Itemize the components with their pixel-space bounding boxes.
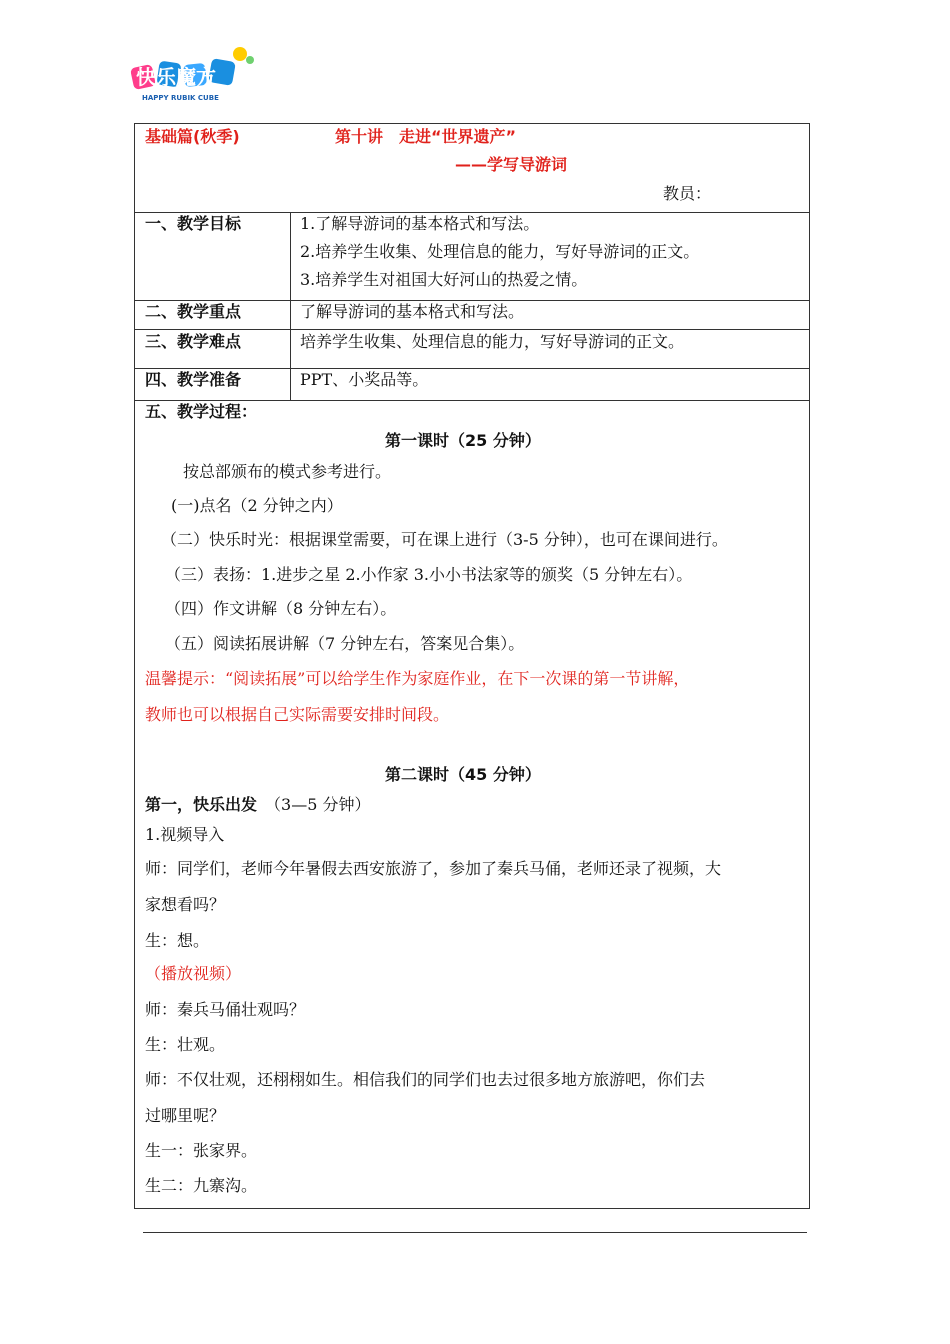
preparation-text: PPT、小奖品等。	[300, 370, 429, 389]
part1-heading	[145, 795, 370, 815]
lesson-plan-table	[134, 123, 810, 1209]
session1-item: (一)点名（2 分钟之内）	[171, 496, 343, 515]
dialog-line: 生：想。	[145, 931, 210, 950]
footer-divider	[143, 1232, 807, 1233]
dialog-line: 师：同学们，老师今年暑假去西安旅游了，参加了秦兵马俑，老师还录了视频，大	[145, 859, 722, 878]
logo	[128, 44, 260, 104]
session1-item: （二）快乐时光：根据课堂需要，可在课上进行（3-5 分钟），也可在课间进行。	[161, 530, 728, 549]
row-divider	[135, 300, 809, 301]
logo-subtext: HAPPY RUBIK CUBE	[142, 94, 219, 102]
step-title: 1.视频导入	[145, 825, 225, 844]
process-heading: 五、教学过程：	[145, 402, 258, 421]
session1-intro: 按总部颁布的模式参考进行。	[183, 462, 392, 481]
part1-time: （3—5 分钟）	[265, 795, 371, 814]
dialog-line: 师：秦兵马俑壮观吗？	[145, 1000, 306, 1019]
session1-item: （三）表扬：1.进步之星 2.小作家 3.小小书法家等的颁奖（5 分钟左右）。	[165, 565, 693, 584]
row-divider	[135, 329, 809, 330]
row-divider	[135, 400, 809, 401]
row-label-objectives: 一、教学目标	[145, 214, 242, 233]
teacher-label: 教员：	[663, 184, 712, 203]
dialog-line: 师：不仅壮观，还栩栩如生。相信我们的同学们也去过很多地方旅游吧，你们去	[145, 1070, 706, 1089]
tip-text: 温馨提示：“阅读拓展”可以给学生作为家庭作业，在下一次课的第一节讲解，	[145, 669, 690, 688]
play-video-note: （播放视频）	[145, 964, 242, 983]
row-divider	[135, 212, 809, 213]
dialog-line: 生：壮观。	[145, 1035, 226, 1054]
logo-graphic	[128, 44, 260, 104]
session2-title: 第二课时（45 分钟）	[385, 765, 541, 784]
tip-text: 教师也可以根据自己实际需要安排时间段。	[145, 705, 450, 724]
session1-title: 第一课时（25 分钟）	[385, 431, 541, 450]
dialog-line: 生一：张家界。	[145, 1141, 258, 1160]
session1-item: （五）阅读拓展讲解（7 分钟左右，答案见合集）。	[165, 634, 525, 653]
lecture-title: 第十讲 走进“世界遗产”	[335, 127, 517, 146]
objective-line: 2.培养学生收集、处理信息的能力，写好导游词的正文。	[300, 242, 700, 261]
session1-item: （四）作文讲解（8 分钟左右）。	[165, 599, 397, 618]
dialog-line: 家想看吗？	[145, 895, 226, 914]
series-label: 基础篇(秋季)	[145, 127, 240, 146]
logo-text: 快乐魔方	[136, 65, 216, 89]
part1-title: 第一，快乐出发	[145, 795, 258, 814]
row-label-preparation: 四、教学准备	[145, 370, 242, 389]
key-points-text: 了解导游词的基本格式和写法。	[300, 302, 525, 321]
column-divider	[290, 213, 291, 401]
dialog-line: 过哪里呢？	[145, 1106, 226, 1125]
dialog-line: 生二：九寨沟。	[145, 1176, 258, 1195]
lecture-subtitle: ——学写导游词	[455, 155, 568, 174]
objective-line: 1.了解导游词的基本格式和写法。	[300, 214, 540, 233]
row-label-key-points: 二、教学重点	[145, 302, 242, 321]
difficulties-text: 培养学生收集、处理信息的能力，写好导游词的正文。	[300, 332, 685, 351]
objective-line: 3.培养学生对祖国大好河山的热爱之情。	[300, 270, 588, 289]
row-divider	[135, 368, 809, 369]
row-label-difficulties: 三、教学难点	[145, 332, 242, 351]
